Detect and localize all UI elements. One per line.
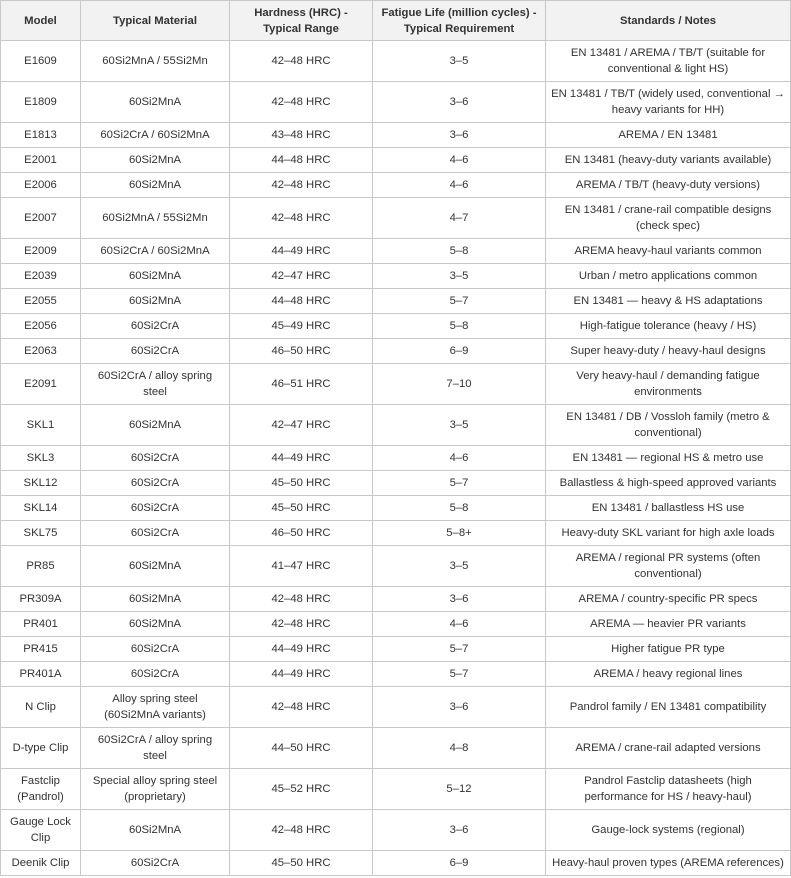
table-row — [1, 339, 791, 364]
cell-model: E1813 — [1, 123, 81, 148]
cell-hardness: 45–50 HRC — [230, 851, 373, 876]
cell-material: Alloy spring steel (60Si2MnA variants) — [81, 687, 230, 728]
cell-material: 60Si2CrA / 60Si2MnA — [81, 123, 230, 148]
cell-notes: AREMA / crane-rail adapted versions — [546, 728, 791, 769]
table-row — [1, 769, 791, 810]
table-row — [1, 546, 791, 587]
cell-fatigue: 4–6 — [373, 148, 546, 173]
cell-hardness: 45–50 HRC — [230, 496, 373, 521]
cell-material: 60Si2MnA — [81, 587, 230, 612]
cell-hardness: 44–49 HRC — [230, 662, 373, 687]
cell-notes: EN 13481 — regional HS & metro use — [546, 446, 791, 471]
table-row — [1, 612, 791, 637]
cell-model: E2039 — [1, 264, 81, 289]
cell-hardness: 42–48 HRC — [230, 810, 373, 851]
table-row — [1, 123, 791, 148]
cell-notes: Super heavy-duty / heavy-haul designs — [546, 339, 791, 364]
cell-material: 60Si2CrA / alloy spring steel — [81, 364, 230, 405]
cell-model: E2009 — [1, 239, 81, 264]
table-row — [1, 728, 791, 769]
table-row — [1, 173, 791, 198]
cell-material: 60Si2CrA — [81, 446, 230, 471]
cell-model: Gauge Lock Clip — [1, 810, 81, 851]
table-row — [1, 587, 791, 612]
cell-hardness: 42–48 HRC — [230, 41, 373, 82]
cell-material: 60Si2CrA — [81, 851, 230, 876]
cell-material: 60Si2CrA — [81, 637, 230, 662]
table-row — [1, 405, 791, 446]
cell-notes: High-fatigue tolerance (heavy / HS) — [546, 314, 791, 339]
cell-model: PR401 — [1, 612, 81, 637]
cell-model: E2001 — [1, 148, 81, 173]
cell-fatigue: 5–8+ — [373, 521, 546, 546]
cell-notes: Heavy-duty SKL variant for high axle loads — [546, 521, 791, 546]
table-row — [1, 851, 791, 876]
cell-notes: EN 13481 (heavy-duty variants available) — [546, 148, 791, 173]
cell-fatigue: 3–6 — [373, 687, 546, 728]
cell-material: 60Si2MnA — [81, 82, 230, 123]
cell-hardness: 44–48 HRC — [230, 148, 373, 173]
cell-model: PR309A — [1, 587, 81, 612]
cell-notes: Heavy-haul proven types (AREMA references) — [546, 851, 791, 876]
table-row — [1, 82, 791, 123]
cell-fatigue: 5–8 — [373, 314, 546, 339]
header-hardness: Hardness (HRC) - Typical Range — [230, 1, 373, 41]
cell-fatigue: 3–5 — [373, 405, 546, 446]
cell-fatigue: 3–5 — [373, 41, 546, 82]
cell-hardness: 42–48 HRC — [230, 612, 373, 637]
cell-fatigue: 4–6 — [373, 173, 546, 198]
cell-model: E2091 — [1, 364, 81, 405]
cell-material: 60Si2CrA — [81, 496, 230, 521]
cell-material: 60Si2MnA — [81, 612, 230, 637]
cell-hardness: 46–50 HRC — [230, 521, 373, 546]
table-row — [1, 264, 791, 289]
table-row — [1, 637, 791, 662]
cell-fatigue: 5–8 — [373, 496, 546, 521]
cell-notes: AREMA heavy-haul variants common — [546, 239, 791, 264]
cell-notes: Pandrol Fastclip datasheets (high performance for HS / heavy-haul) — [546, 769, 791, 810]
cell-hardness: 42–48 HRC — [230, 198, 373, 239]
cell-model: Deenik Clip — [1, 851, 81, 876]
cell-hardness: 46–50 HRC — [230, 339, 373, 364]
table-row — [1, 687, 791, 728]
cell-hardness: 44–49 HRC — [230, 637, 373, 662]
cell-notes: AREMA / TB/T (heavy-duty versions) — [546, 173, 791, 198]
header-row — [1, 1, 791, 41]
cell-model: PR401A — [1, 662, 81, 687]
table-row — [1, 289, 791, 314]
cell-material: 60Si2MnA — [81, 810, 230, 851]
cell-fatigue: 5–7 — [373, 662, 546, 687]
table-row — [1, 364, 791, 405]
cell-material: 60Si2CrA — [81, 521, 230, 546]
cell-fatigue: 4–8 — [373, 728, 546, 769]
cell-notes: EN 13481 / crane-rail compatible designs (check spec) — [546, 198, 791, 239]
cell-fatigue: 6–9 — [373, 339, 546, 364]
cell-model: SKL75 — [1, 521, 81, 546]
cell-model: E2006 — [1, 173, 81, 198]
cell-material: 60Si2MnA — [81, 546, 230, 587]
cell-notes: Higher fatigue PR type — [546, 637, 791, 662]
cell-fatigue: 6–9 — [373, 851, 546, 876]
table-row — [1, 662, 791, 687]
cell-fatigue: 3–5 — [373, 546, 546, 587]
table-row — [1, 239, 791, 264]
cell-model: PR85 — [1, 546, 81, 587]
cell-material: 60Si2CrA / 60Si2MnA — [81, 239, 230, 264]
cell-hardness: 45–52 HRC — [230, 769, 373, 810]
cell-model: E2056 — [1, 314, 81, 339]
cell-notes: Urban / metro applications common — [546, 264, 791, 289]
cell-model: E2063 — [1, 339, 81, 364]
cell-notes: Pandrol family / EN 13481 compatibility — [546, 687, 791, 728]
cell-fatigue: 3–6 — [373, 587, 546, 612]
cell-model: E2007 — [1, 198, 81, 239]
cell-hardness: 44–48 HRC — [230, 289, 373, 314]
cell-material: 60Si2CrA — [81, 339, 230, 364]
table-row — [1, 198, 791, 239]
cell-model: D-type Clip — [1, 728, 81, 769]
table-body — [1, 41, 791, 876]
cell-notes: AREMA / EN 13481 — [546, 123, 791, 148]
cell-hardness: 42–48 HRC — [230, 587, 373, 612]
cell-fatigue: 5–7 — [373, 289, 546, 314]
header-model: Model — [1, 1, 81, 41]
cell-model: N Clip — [1, 687, 81, 728]
cell-material: 60Si2CrA — [81, 471, 230, 496]
cell-hardness: 44–49 HRC — [230, 446, 373, 471]
table-row — [1, 810, 791, 851]
cell-fatigue: 3–6 — [373, 123, 546, 148]
cell-notes: AREMA / country-specific PR specs — [546, 587, 791, 612]
cell-model: SKL3 — [1, 446, 81, 471]
cell-fatigue: 5–7 — [373, 637, 546, 662]
cell-hardness: 41–47 HRC — [230, 546, 373, 587]
cell-hardness: 45–50 HRC — [230, 471, 373, 496]
cell-fatigue: 3–6 — [373, 82, 546, 123]
header-fatigue: Fatigue Life (million cycles) - Typical Requirement — [373, 1, 546, 41]
cell-hardness: 42–47 HRC — [230, 405, 373, 446]
table-row — [1, 148, 791, 173]
table-row — [1, 496, 791, 521]
cell-material: 60Si2MnA / 55Si2Mn — [81, 41, 230, 82]
cell-fatigue: 7–10 — [373, 364, 546, 405]
cell-hardness: 44–50 HRC — [230, 728, 373, 769]
table-row — [1, 521, 791, 546]
cell-notes: Very heavy-haul / demanding fatigue environments — [546, 364, 791, 405]
cell-fatigue: 5–12 — [373, 769, 546, 810]
cell-material: 60Si2MnA / 55Si2Mn — [81, 198, 230, 239]
cell-notes: EN 13481 / TB/T (widely used, conventional → heavy variants for HH) — [546, 82, 791, 123]
cell-material: 60Si2MnA — [81, 148, 230, 173]
cell-material: 60Si2CrA — [81, 662, 230, 687]
cell-notes: EN 13481 / DB / Vossloh family (metro & conventional) — [546, 405, 791, 446]
table-row — [1, 446, 791, 471]
cell-fatigue: 5–8 — [373, 239, 546, 264]
cell-hardness: 42–48 HRC — [230, 82, 373, 123]
table-row — [1, 41, 791, 82]
cell-material: 60Si2CrA / alloy spring steel — [81, 728, 230, 769]
cell-material: 60Si2MnA — [81, 173, 230, 198]
cell-fatigue: 4–6 — [373, 446, 546, 471]
cell-notes: AREMA / heavy regional lines — [546, 662, 791, 687]
cell-hardness: 44–49 HRC — [230, 239, 373, 264]
cell-model: SKL1 — [1, 405, 81, 446]
cell-hardness: 42–48 HRC — [230, 173, 373, 198]
cell-fatigue: 4–6 — [373, 612, 546, 637]
cell-material: 60Si2MnA — [81, 264, 230, 289]
cell-model: SKL12 — [1, 471, 81, 496]
cell-notes: Gauge-lock systems (regional) — [546, 810, 791, 851]
cell-hardness: 46–51 HRC — [230, 364, 373, 405]
cell-material: Special alloy spring steel (proprietary) — [81, 769, 230, 810]
cell-notes: EN 13481 — heavy & HS adaptations — [546, 289, 791, 314]
table-row — [1, 314, 791, 339]
cell-model: E1609 — [1, 41, 81, 82]
cell-model: E1809 — [1, 82, 81, 123]
cell-model: PR415 — [1, 637, 81, 662]
cell-hardness: 42–48 HRC — [230, 687, 373, 728]
cell-hardness: 42–47 HRC — [230, 264, 373, 289]
cell-fatigue: 3–5 — [373, 264, 546, 289]
header-notes: Standards / Notes — [546, 1, 791, 41]
cell-fatigue: 5–7 — [373, 471, 546, 496]
cell-fatigue: 3–6 — [373, 810, 546, 851]
cell-model: E2055 — [1, 289, 81, 314]
cell-material: 60Si2MnA — [81, 405, 230, 446]
cell-notes: AREMA / regional PR systems (often conventional) — [546, 546, 791, 587]
cell-notes: EN 13481 / AREMA / TB/T (suitable for conventional & light HS) — [546, 41, 791, 82]
cell-model: SKL14 — [1, 496, 81, 521]
header-material: Typical Material — [81, 1, 230, 41]
cell-notes: AREMA — heavier PR variants — [546, 612, 791, 637]
cell-hardness: 43–48 HRC — [230, 123, 373, 148]
cell-notes: EN 13481 / ballastless HS use — [546, 496, 791, 521]
cell-fatigue: 4–7 — [373, 198, 546, 239]
cell-model: Fastclip (Pandrol) — [1, 769, 81, 810]
cell-material: 60Si2CrA — [81, 314, 230, 339]
cell-material: 60Si2MnA — [81, 289, 230, 314]
table-row — [1, 471, 791, 496]
cell-hardness: 45–49 HRC — [230, 314, 373, 339]
cell-notes: Ballastless & high-speed approved variants — [546, 471, 791, 496]
